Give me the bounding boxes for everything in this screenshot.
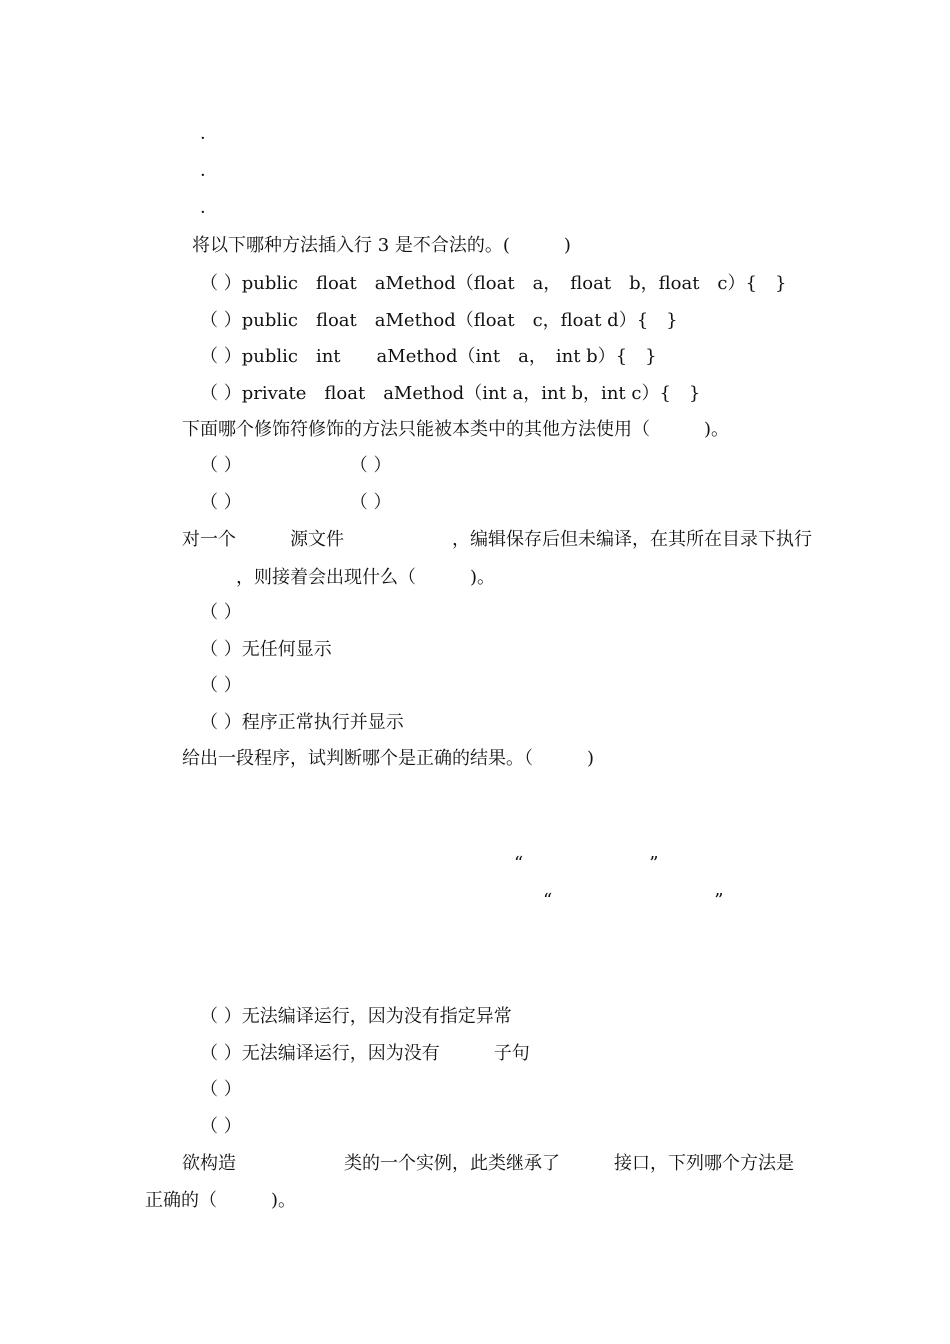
question-text: 下面哪个修饰符修饰的方法只能被本类中的其他方法使用（ )。 [182, 419, 730, 440]
option-line: （ ） [200, 675, 242, 696]
option-line: （ ） （ ） [200, 455, 392, 476]
option-line: （ ）private float aMethod（int a，int b，int c）{ } [200, 383, 701, 404]
option-line: （ ）public float aMethod（float a， float b，float c）{ } [200, 273, 787, 294]
option-line: （ ）无法编译运行，因为没有指定异常 [200, 1006, 512, 1027]
question-text: 对一个 源文件 ，编辑保存后但未编译，在其所在目录下执行 [182, 529, 812, 550]
question-text-continued: ，则接着会出现什么（ )。 [200, 567, 496, 588]
question-text: 将以下哪种方法插入行 3 是不合法的。( ) [192, 235, 571, 256]
question-text: 给出一段程序，试判断哪个是正确的结果。（ ) [182, 748, 595, 769]
code-quote-line: “ ” [543, 890, 724, 911]
option-line: （ ） [200, 1079, 242, 1100]
bullet-dot-3: · [200, 202, 206, 223]
option-line: （ ）无任何显示 [200, 639, 332, 660]
option-line: （ ）程序正常执行并显示 [200, 712, 404, 733]
question-text: 欲构造 类的一个实例，此类继承了 接口，下列哪个方法是 [182, 1153, 794, 1174]
option-line: （ ） [200, 1116, 242, 1137]
option-line: （ ）无法编译运行，因为没有 子句 [200, 1043, 530, 1064]
bullet-dot-1: · [200, 128, 206, 149]
question-text-continued: 正确的（ )。 [145, 1190, 297, 1211]
option-line: （ ）public int aMethod（int a， int b）{ } [200, 346, 657, 367]
code-quote-line: “ ” [514, 853, 659, 874]
option-line: （ ） （ ） [200, 492, 392, 513]
bullet-dot-2: · [200, 165, 206, 186]
option-line: （ ）public float aMethod（float c，float d）{ } [200, 310, 678, 331]
option-line: （ ） [200, 602, 242, 623]
